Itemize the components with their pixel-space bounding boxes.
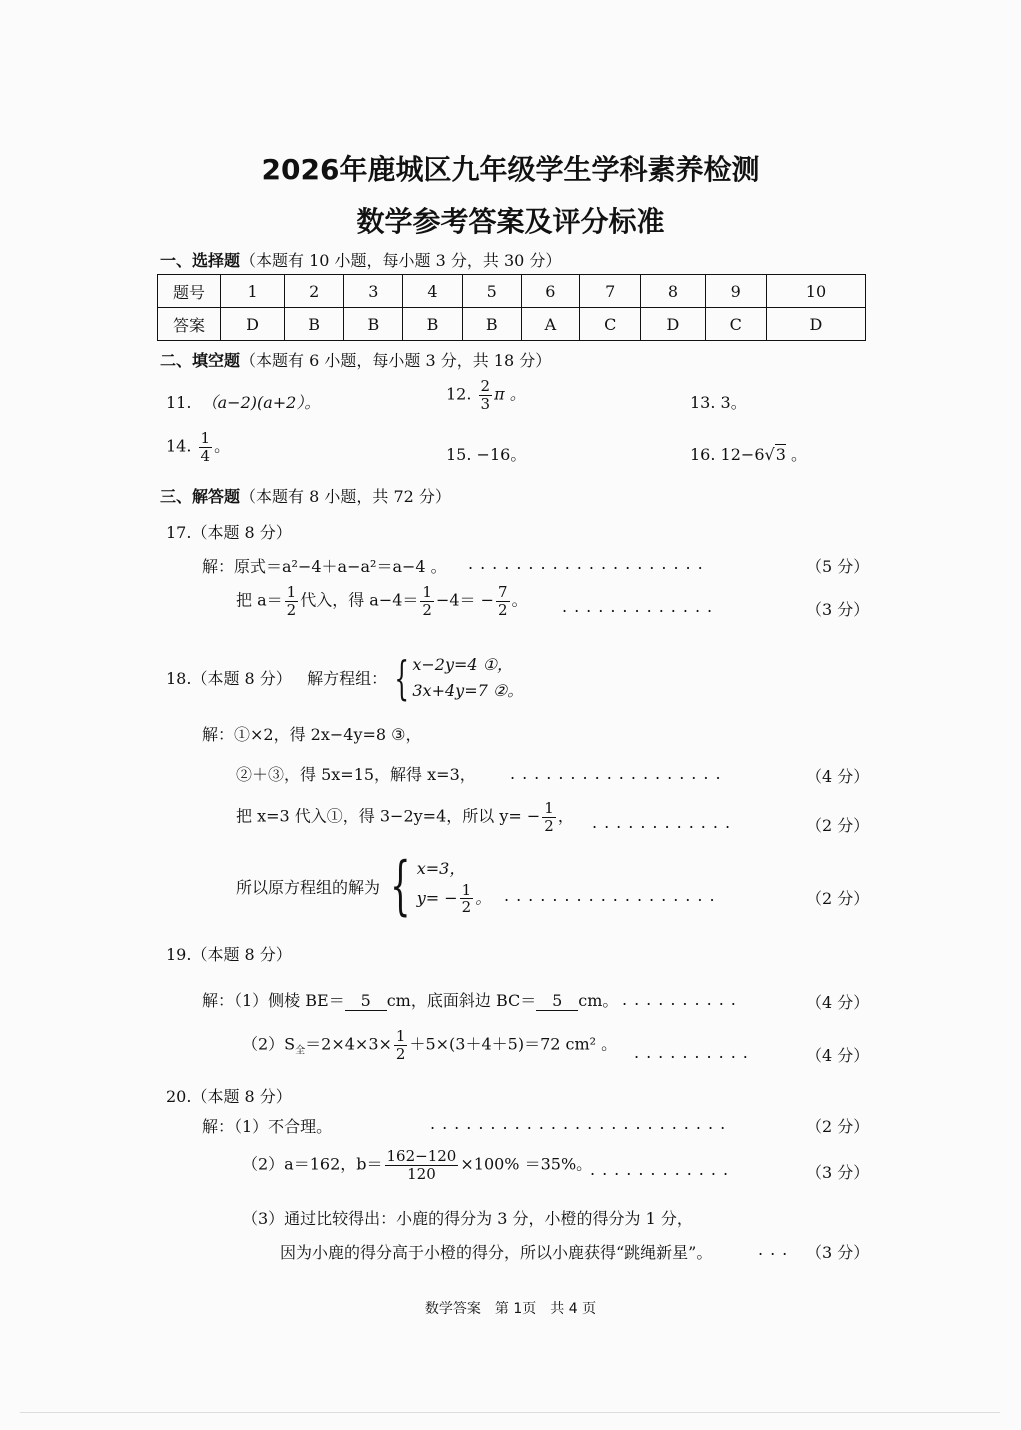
fraction-numerator: 1	[395, 1027, 406, 1045]
q20-line2	[242, 1148, 592, 1182]
fraction-denominator: 3	[480, 394, 491, 413]
q13-number: 13.	[690, 393, 716, 412]
q17-line2-part: 把 a＝	[236, 590, 283, 610]
q19-line2-part: ＝2×4×3×	[305, 1034, 392, 1054]
fill-q15	[446, 442, 526, 465]
question-number: 4	[403, 275, 462, 308]
fraction	[542, 800, 556, 834]
leader-dots: ..........	[622, 990, 743, 1009]
q19-line1-part: cm，底面斜边 BC＝	[386, 991, 537, 1010]
q20-line4: 因为小鹿的得分高于小橙的得分，所以小鹿获得“跳绳新星”。	[280, 1243, 713, 1262]
leader-dots: ..................	[504, 886, 722, 905]
page-divider	[20, 1412, 1000, 1413]
fraction	[394, 1028, 408, 1062]
q20-heading: 20.（本题 8 分）	[166, 1087, 292, 1106]
answer-cell: D	[641, 308, 705, 341]
q17-line1-text: 原式＝a²−4＋a−a²＝a−4 。	[234, 557, 447, 576]
page-subtitle: 数学参考答案及评分标准	[356, 205, 665, 238]
fraction-numerator: 1	[286, 583, 297, 601]
question-number: 6	[521, 275, 579, 308]
score-label: （3 分）	[806, 1243, 870, 1262]
q15-answer: −16。	[476, 445, 527, 464]
section-1-heading	[160, 248, 561, 271]
score-label: （5 分）	[806, 557, 870, 576]
q17-line2-part: 代入，得 a−4＝	[300, 590, 419, 610]
fraction-numerator: 1	[544, 799, 554, 817]
question-number: 1	[221, 275, 285, 308]
row-header-number: 题号	[158, 275, 221, 308]
blank-answer: 5	[536, 991, 578, 1011]
q19-line1	[202, 988, 618, 1011]
q20-line2-part: ×100% ＝35%。	[460, 1154, 593, 1174]
section-3-title: 三、解答题	[160, 487, 241, 506]
left-brace: {	[390, 849, 411, 923]
q17-line2	[236, 584, 528, 618]
row-header-answer: 答案	[158, 308, 221, 341]
fraction-denominator: 4	[200, 446, 211, 465]
page-footer: 数学答案 第 1页 共 4 页	[424, 1301, 597, 1317]
q11-answer: （a−2)(a+2）。	[201, 393, 321, 412]
q17-heading: 17.（本题 8 分）	[166, 523, 292, 542]
table-row	[158, 308, 866, 341]
q18-line4	[236, 849, 492, 923]
q19-line1-part: 解：（1）侧棱 BE＝	[202, 991, 345, 1010]
question-number: 3	[344, 275, 403, 308]
answer-cell: B	[344, 308, 403, 341]
fraction-numerator: 7	[498, 583, 508, 601]
question-number: 10	[766, 275, 865, 308]
fraction-denominator: 2	[395, 1044, 406, 1063]
q20-line1: 解：（1）不合理。	[202, 1117, 333, 1136]
q14-number: 14.	[166, 436, 192, 456]
q19-line1-part: cm。	[578, 991, 619, 1010]
q11-number: 11.	[166, 393, 192, 412]
q12-tail: π 。	[494, 384, 526, 404]
q19-line2	[242, 1028, 617, 1062]
fill-q16: 16. 12−6√3 。	[690, 445, 807, 464]
subscript: 全	[295, 1045, 306, 1057]
section-1-note: （本题有 10 小题，每小题 3 分，共 30 分）	[240, 251, 562, 270]
q17-line1	[202, 554, 447, 577]
q12-number: 12.	[446, 384, 472, 404]
fraction	[460, 882, 474, 916]
equation-2: 3x+4y=7 ②。	[412, 680, 524, 700]
fraction-numerator: 1	[422, 583, 432, 601]
question-number: 9	[705, 275, 766, 308]
q16-radicand: 3	[775, 445, 786, 464]
solution-y	[417, 882, 492, 916]
q18-heading	[166, 652, 523, 703]
score-label: （2 分）	[806, 889, 870, 908]
blank-answer: 5	[345, 991, 387, 1011]
section-3-heading	[160, 484, 451, 507]
fraction-numerator: 2	[480, 377, 491, 395]
question-number: 8	[641, 275, 705, 308]
answer-cell: C	[580, 308, 641, 341]
multiple-choice-table	[157, 274, 866, 341]
solution-label: 解：	[202, 557, 235, 576]
solution-x: x=3，	[416, 859, 466, 879]
answer-cell: D	[221, 308, 285, 341]
q18-line1: 解：①×2，得 2x−4y=8 ③，	[202, 725, 422, 744]
score-label: （4 分）	[806, 767, 870, 786]
q18-title: 18.（本题 8 分）	[166, 669, 292, 689]
q18-line2: ②＋③，得 5x=15，解得 x=3，	[236, 765, 476, 784]
fraction-numerator: 162−120	[386, 1147, 457, 1165]
fraction	[385, 1148, 459, 1182]
score-label: （4 分）	[806, 1046, 870, 1065]
score-label: （4 分）	[806, 993, 870, 1012]
q20-line2-part: （2）a＝162，b＝	[242, 1154, 383, 1174]
fraction-numerator: 1	[461, 880, 472, 899]
answer-cell: B	[403, 308, 462, 341]
q18-line4-label: 所以原方程组的解为	[236, 877, 381, 897]
page-title: 2026年鹿城区九年级学生学科素养检测	[261, 153, 760, 186]
q18-prompt: 解方程组：	[307, 669, 388, 689]
score-label: （3 分）	[806, 1163, 870, 1182]
q19-line2-part: ＋5×(3＋4＋5)＝72 cm² 。	[409, 1034, 618, 1054]
q18-line3-part: 把 x=3 代入①，得 3−2y=4，所以 y= −	[236, 806, 541, 826]
question-number: 5	[462, 275, 521, 308]
score-label: （2 分）	[806, 816, 870, 835]
q17-line2-part: −4＝ −	[435, 590, 495, 610]
fraction	[285, 584, 299, 618]
fraction-denominator: 2	[498, 600, 508, 619]
answer-cell: B	[462, 308, 521, 341]
solution-y-part: y= −	[416, 888, 458, 908]
table-row	[158, 275, 866, 308]
leader-dots: ............	[592, 813, 738, 832]
answer-cell: B	[285, 308, 344, 341]
q16-prefix: 12−6	[720, 445, 765, 464]
question-number: 7	[580, 275, 641, 308]
q15-number: 15.	[446, 445, 472, 464]
q18-line3-part: ，	[557, 806, 574, 826]
answer-cell: A	[521, 308, 579, 341]
q13-answer: 3。	[720, 393, 747, 412]
fraction-denominator: 120	[407, 1164, 436, 1183]
fill-q13	[690, 390, 747, 413]
fraction-denominator: 2	[422, 600, 432, 619]
left-brace: {	[394, 650, 410, 705]
section-3-note: （本题有 8 小题，共 72 分）	[240, 487, 451, 506]
section-2-heading	[160, 348, 551, 371]
leader-dots: ..................	[510, 764, 728, 783]
leader-dots: .............	[562, 597, 720, 616]
fraction-denominator: 2	[286, 600, 297, 619]
q17-line2-part: 。	[511, 590, 528, 610]
solution-system	[417, 856, 492, 916]
q19-line2-part: （2）S	[242, 1034, 296, 1054]
answer-cell: C	[705, 308, 766, 341]
fraction-numerator: 1	[200, 429, 211, 447]
q14-tail: 。	[214, 436, 231, 456]
fraction	[420, 584, 434, 618]
fill-q11	[166, 390, 320, 413]
fill-q12	[446, 378, 526, 412]
fraction	[496, 584, 510, 618]
section-2-title: 二、填空题	[160, 351, 241, 370]
q18-line3	[236, 800, 574, 834]
q16-tail: 。	[785, 445, 807, 464]
answer-cell: D	[766, 308, 865, 341]
equation-system	[412, 652, 523, 703]
leader-dots: ..........	[634, 1043, 755, 1062]
question-number: 2	[285, 275, 344, 308]
equation-1: x−2y=4 ①，	[412, 655, 514, 674]
fraction-denominator: 2	[461, 898, 472, 917]
score-label: （2 分）	[806, 1117, 870, 1136]
section-1-title: 一、选择题	[160, 251, 241, 270]
leader-dots: .........................	[430, 1114, 733, 1133]
q14-fraction	[199, 430, 213, 464]
leader-dots: ....................	[468, 554, 710, 573]
fraction-denominator: 2	[544, 816, 554, 835]
q20-line3: （3）通过比较得出：小鹿的得分为 3 分，小橙的得分为 1 分，	[242, 1209, 693, 1228]
q16-number: 16.	[690, 445, 716, 464]
leader-dots: ...	[758, 1240, 795, 1259]
section-2-note: （本题有 6 小题，每小题 3 分，共 18 分）	[240, 351, 552, 370]
fill-q14	[166, 430, 230, 464]
q12-fraction	[479, 378, 493, 412]
q19-heading: 19.（本题 8 分）	[166, 945, 292, 964]
leader-dots: ............	[590, 1160, 736, 1179]
score-label: （3 分）	[806, 600, 870, 619]
solution-y-part: 。	[475, 888, 492, 908]
